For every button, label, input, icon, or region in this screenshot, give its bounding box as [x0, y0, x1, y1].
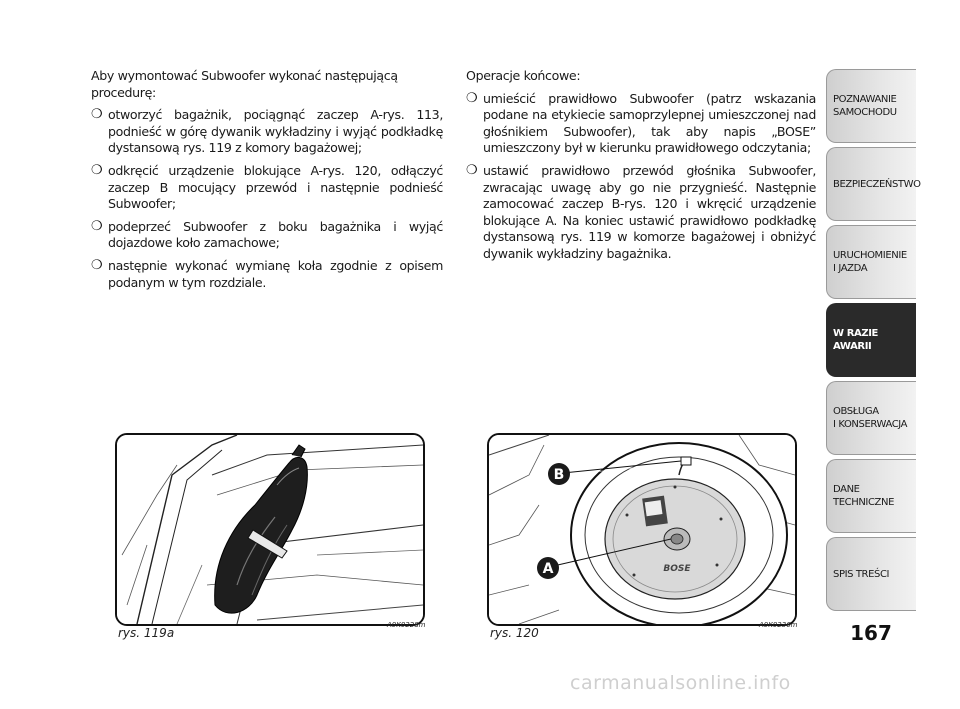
right-intro: Operacje końcowe: — [466, 68, 581, 83]
tab-bezpieczenstwo[interactable]: BEZPIECZEŃSTWO — [826, 147, 916, 221]
figure-119a-caption: rys. 119a — [118, 626, 175, 640]
tab-spis-tresci[interactable]: SPIS TREŚCI — [826, 537, 916, 611]
bullet-circle-icon: ❍ — [466, 162, 478, 178]
bullet-circle-icon: ❍ — [91, 107, 103, 123]
subwoofer-illustration — [489, 435, 795, 624]
right-text-column — [466, 68, 816, 269]
bullet-circle-icon: ❍ — [466, 90, 478, 106]
bullet-circle-icon: ❍ — [91, 257, 103, 273]
callout-b-label: B — [553, 467, 565, 483]
list-item: ❍ ustawić prawidłowo przewód głośnika Subwoofer, zwracając uwagę aby go nie przygnieść. Następnie zamocować zaczep B-rys. 120 i wkręcić urządzenie blokujące A. Na koniec ustawić prawidłowo podkładkę dystansową rys. 119 w komorze bagażowej i obniżyć dywanik wykładziny bagażnika. — [466, 162, 816, 261]
bullet-circle-icon: ❍ — [91, 218, 103, 234]
left-intro: Aby wymontować Subwoofer wykonać następującą procedurę: — [91, 68, 398, 100]
list-item: ❍ podeprzeć Subwoofer z boku bagażnika i wyjąć dojazdowe koło zamachowe; — [91, 218, 443, 251]
tab-uruchomienie-i-jazda[interactable]: URUCHOMIENIE I JAZDA — [826, 225, 916, 299]
bose-logo-text: BOSE — [663, 564, 691, 574]
figure-120-code: A0K0236m — [759, 621, 798, 629]
left-bullet-list — [91, 107, 443, 291]
chapter-tabs — [826, 69, 921, 615]
list-item: ❍ następnie wykonać wymianę koła zgodnie z opisem podanym w tym rozdziale. — [91, 257, 443, 290]
trunk-bag-illustration — [117, 435, 423, 624]
list-item: ❍ odkręcić urządzenie blokujące A-rys. 120, odłączyć zaczep B mocujący przewód i następnie podnieść Subwoofer; — [91, 162, 443, 212]
list-item: ❍ umieścić prawidłowo Subwoofer (patrz wskazania podane na etykiecie samoprzylepnej umieszczonej nad głośnikiem Subwoofer), tak aby napis „BOSE” umieszczony był w kierunku prawidłowego odczytania; — [466, 90, 816, 156]
watermark: carmanualsonline.info — [570, 672, 791, 694]
callout-a-label: A — [542, 561, 554, 577]
tab-poznawanie-samochodu[interactable]: POZNAWANIE SAMOCHODU — [826, 69, 916, 143]
tab-w-razie-awarii[interactable]: W RAZIE AWARII — [826, 303, 916, 377]
tab-obsluga-i-konserwacja[interactable]: OBSŁUGA I KONSERWACJA — [826, 381, 916, 455]
right-bullet-list — [466, 91, 816, 263]
left-text-column — [91, 68, 443, 297]
figure-120-caption: rys. 120 — [490, 626, 539, 640]
list-item: ❍ otworzyć bagażnik, pociągnąć zaczep A-rys. 113, podnieść w górę dywanik wykładziny i wyjąć podkładkę dystansową rys. 119 z komory bagażowej; — [91, 107, 443, 156]
figure-119a — [115, 433, 425, 626]
page-number: 167 — [850, 621, 892, 645]
bullet-circle-icon: ❍ — [91, 162, 103, 178]
figure-119a-code: A0K0228m — [387, 621, 426, 629]
figure-120 — [487, 433, 797, 626]
tab-dane-techniczne[interactable]: DANE TECHNICZNE — [826, 459, 916, 533]
